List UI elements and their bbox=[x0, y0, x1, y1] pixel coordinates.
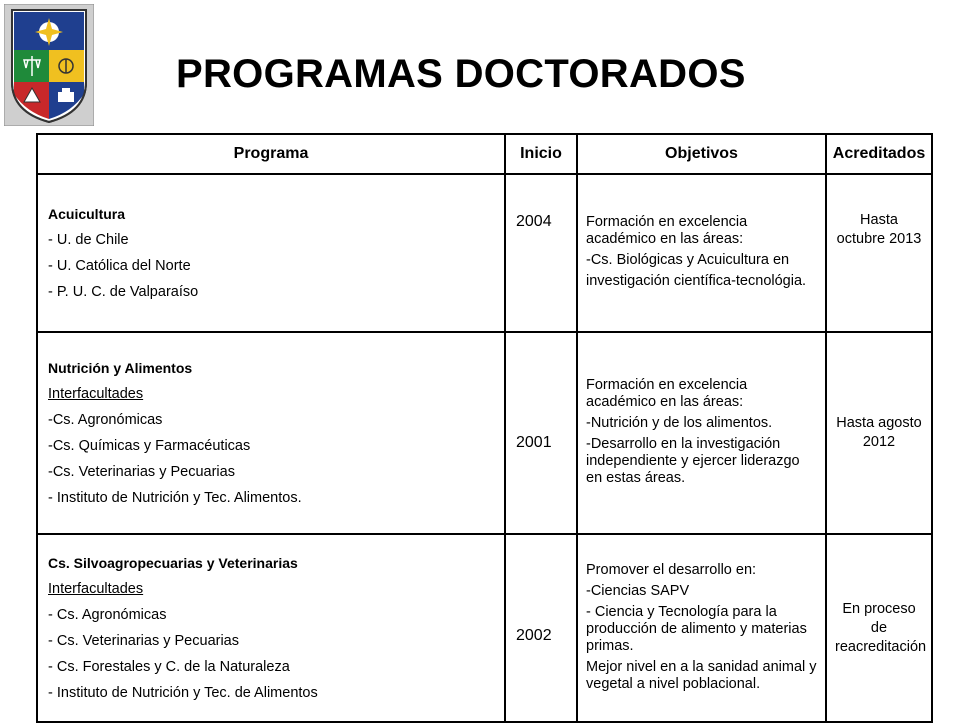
inicio-cell: 2001 bbox=[505, 332, 577, 534]
program-institution: - Cs. Veterinarias y Pecuarias bbox=[48, 633, 239, 649]
program-institution: - Instituto de Nutrición y Tec. Alimentos. bbox=[48, 490, 302, 506]
header-acreditados: Acreditados bbox=[826, 134, 932, 174]
objective-line: -Nutrición y de los alimentos. bbox=[586, 415, 773, 431]
objective-line: -Cs. Biológicas y Acuicultura en bbox=[586, 252, 790, 268]
table-row bbox=[37, 332, 932, 534]
objective-line: - Ciencia y Tecnología para la producción de alimento y materias primas. bbox=[586, 603, 807, 654]
programa-cell bbox=[37, 534, 505, 722]
programa-cell bbox=[37, 332, 505, 534]
university-crest-logo bbox=[4, 4, 94, 126]
program-title: Cs. Silvoagropecuarias y Veterinarias bbox=[48, 555, 298, 571]
objective-line: Formación en excelencia académico en las áreas: bbox=[586, 214, 748, 247]
acreditados-cell: Hasta agosto 2012 bbox=[826, 332, 932, 534]
inicio-cell: 2004 bbox=[505, 174, 577, 332]
programa-cell bbox=[37, 174, 505, 332]
table-row bbox=[37, 534, 932, 722]
objective-line: Mejor nivel en a la sanidad animal y vegetal a nivel poblacional. bbox=[586, 658, 817, 692]
program-institution: - Cs. Agronómicas bbox=[48, 607, 167, 623]
program-institution: - U. de Chile bbox=[48, 232, 129, 248]
program-institution: -Cs. Agronómicas bbox=[48, 412, 163, 428]
objetivos-cell bbox=[577, 534, 826, 722]
header-inicio: Inicio bbox=[505, 134, 577, 174]
program-subtitle: Interfacultades bbox=[48, 581, 144, 597]
page-title: PROGRAMAS DOCTORADOS bbox=[176, 52, 746, 96]
program-institution: -Cs. Veterinarias y Pecuarias bbox=[48, 464, 235, 480]
acreditados-cell: Hasta octubre 2013 bbox=[826, 174, 932, 332]
program-title: Acuicultura bbox=[48, 206, 126, 222]
programs-table-container bbox=[36, 133, 931, 723]
programs-table bbox=[36, 133, 933, 723]
program-institution: - Instituto de Nutrición y Tec. de Alimentos bbox=[48, 685, 318, 701]
program-institution: - P. U. C. de Valparaíso bbox=[48, 284, 199, 300]
program-institution: - U. Católica del Norte bbox=[48, 258, 191, 274]
objetivos-cell bbox=[577, 174, 826, 332]
objective-line: Promover el desarrollo en: bbox=[586, 561, 757, 578]
program-institution: -Cs. Químicas y Farmacéuticas bbox=[48, 438, 251, 454]
acreditados-cell: En proceso de reacreditación bbox=[826, 534, 932, 722]
header-objetivos: Objetivos bbox=[577, 134, 826, 174]
objective-line: -Ciencias SAPV bbox=[586, 582, 690, 599]
program-institution: - Cs. Forestales y C. de la Naturaleza bbox=[48, 659, 290, 675]
objetivos-cell bbox=[577, 332, 826, 534]
table-row bbox=[37, 174, 932, 332]
objective-line: investigación científica-tecnológia. bbox=[586, 273, 807, 289]
table-header-row bbox=[37, 134, 932, 174]
inicio-cell: 2002 bbox=[505, 534, 577, 722]
objective-line: Formación en excelencia académico en las áreas: bbox=[586, 377, 748, 410]
program-subtitle: Interfacultades bbox=[48, 386, 144, 402]
objective-line: -Desarrollo en la investigación independiente y ejercer liderazgo en estas áreas. bbox=[586, 436, 800, 486]
program-title: Nutrición y Alimentos bbox=[48, 360, 193, 376]
header-programa: Programa bbox=[37, 134, 505, 174]
